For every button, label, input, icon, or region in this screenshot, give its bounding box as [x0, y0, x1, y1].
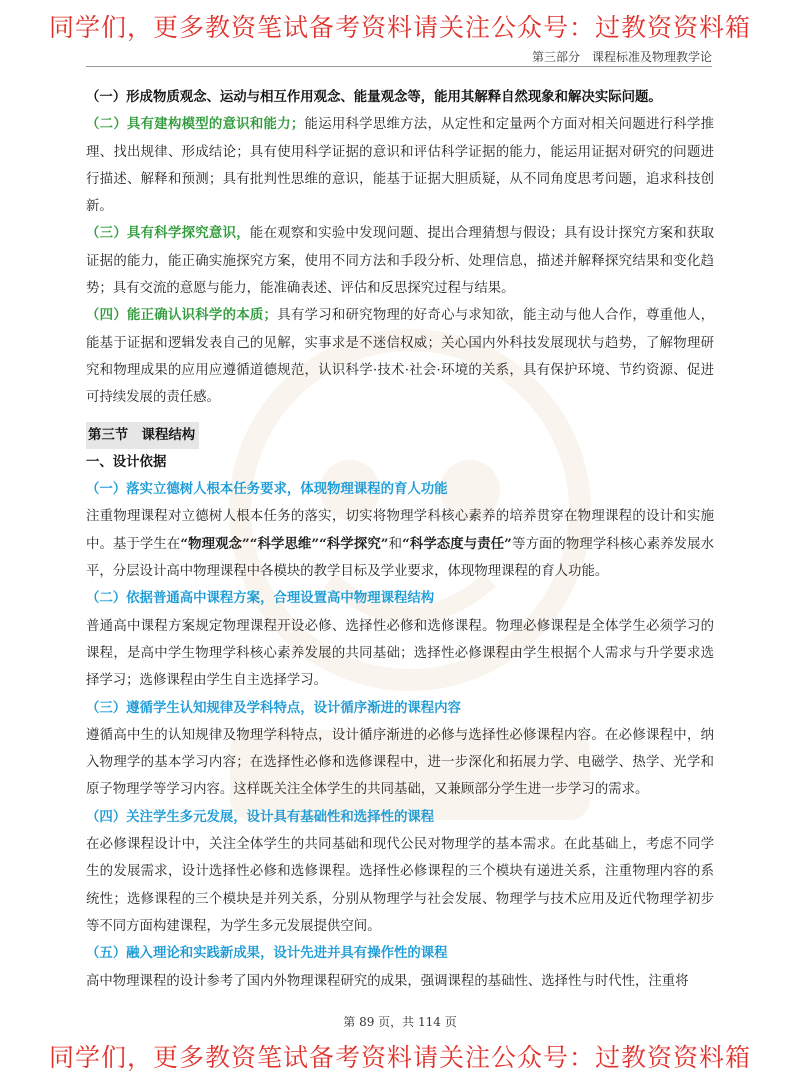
- objective-2-text: 能运用科学思维方法，从定性和定量两个方面对相关问题进行科学推理、找出规律、形成结论；具有使用科学证据的意识和评估科学证据的能力，能运用证据对研究的问题进行描述、解释和预测；具有批判性思维的意识，能基于证据大胆质疑，从不同角度思考问题，追求科技创新。: [86, 117, 715, 215]
- subsection-title: 一、设计依据: [86, 453, 167, 470]
- basis-paragraph-5: 高中物理课程的设计参考了国内外物理课程研究的成果，强调课程的基础性、选择性与时代性，注重将: [86, 973, 689, 989]
- page-content: [86, 84, 714, 995]
- objective-3-label: （三）具有科学探究意识，: [86, 225, 250, 242]
- basis-paragraph-3: 遵循高中生的认知规律及物理学科特点，设计循序渐进的必修与选择性必修课程内容。在必修课程中，纳入物理学的基本学习内容；在选择性必修和选修课程中，进一步深化和拓展力学、电磁学、热学、光学和原子物理学等学习内容。这样既关注全体学生的共同基础，又兼顾部分学生进一步学习的需求。: [86, 727, 714, 798]
- basis-p1-term-2: “科学思维”: [249, 535, 320, 552]
- basis-heading-1: （一）落实立德树人根本任务要求，体现物理课程的育人功能: [86, 481, 448, 498]
- promo-banner-bottom: 同学们，更多教资笔试备考资料请关注公众号：过教资资料箱: [48, 1043, 751, 1072]
- objective-2: [86, 111, 714, 220]
- basis-heading-3: （三）遵循学生认知规律及学科特点，设计循序渐进的课程内容: [86, 699, 461, 716]
- page-number: 第 89 页，共 114 页: [343, 1015, 457, 1029]
- basis-p1-and: 和: [388, 536, 403, 552]
- promo-banner-top: 同学们，更多教资笔试备考资料请关注公众号：过教资资料箱: [48, 13, 751, 42]
- basis-p1-a: 注重物理课程对立德树人根本任务的落实，切实将物理学科核心素养的培养贯穿在物理课程的设计和实施中。基于学生在: [86, 509, 714, 552]
- basis-p1-c: 等方面的物理学科核心素养发展水平，分层设计高中物理课程中各模块的教学目标及学业要求，体现物理课程的育人功能。: [86, 536, 715, 580]
- running-head: 第三部分 课程标准及物理教学论: [531, 50, 712, 64]
- objective-4: [86, 302, 714, 411]
- objective-4-text: 具有学习和研究物理的好奇心与求知欲，能主动与他人合作，尊重他人，能基于证据和逻辑发表自己的见解，实事求是不迷信权威；关心国内外科技发展现状与趋势，了解物理研究和物理成果的应用应遵循道德规范，认识科学·技术·社会·环境的关系，具有保护环境、节约资源、促进可持续发展的责任感。: [86, 308, 715, 406]
- basis-p1-term-3: “科学探究”: [319, 535, 389, 552]
- basis-paragraph-2: 普通高中课程方案规定物理课程开设必修、选择性必修和选修课程。物理必修课程是全体学生必须学习的课程，是高中学生物理学科核心素养发展的共同基础；选择性必修课程由学生根据个人需求与升学要求选择学习；选修课程由学生自主选择学习。: [86, 618, 714, 689]
- basis-heading-4: （四）关注学生多元发展，设计具有基础性和选择性的课程: [86, 808, 435, 825]
- basis-p1-term-4: “科学态度与责任”: [402, 535, 512, 552]
- objective-3-text: 能在观察和实验中发现问题、提出合理猜想与假设；具有设计探究方案和获取证据的能力，能正确实施探究方案，使用不同方法和手段分析、处理信息，描述并解释探究结果和变化趋势；具有交流的意愿与能力，能准确表述、评估和反思探究过程与结果。: [86, 226, 715, 297]
- objective-1: [86, 84, 714, 111]
- basis-heading-2: （二）依据普通高中课程方案，合理设置高中物理课程结构: [86, 590, 435, 607]
- basis-p1-term-1: “物理观念”: [180, 535, 250, 552]
- basis-paragraph-4: 在必修课程设计中，关注全体学生的共同基础和现代公民对物理学的基本需求。在此基础上，考虑不同学生的发展需求，设计选择性必修和选修课程。选择性必修课程的三个模块有递进关系，注重物理内容的系统性；选修课程的三个模块是并列关系，分别从物理学与社会发展、物理学与技术应用及近代物理学初步等不同方面构建课程，为学生多元发展提供空间。: [86, 837, 714, 934]
- section-title: 第三节 课程结构: [86, 422, 199, 449]
- header-rule: [86, 66, 712, 67]
- objective-3: [86, 220, 714, 302]
- objective-4-label: （四）能正确认识科学的本质；: [86, 307, 277, 324]
- basis-paragraph-1: [86, 503, 714, 585]
- basis-heading-5: （五）融入理论和实践新成果，设计先进并具有操作性的课程: [86, 945, 448, 962]
- objective-1-label: （一）形成物质观念、运动与相互作用观念、能量观念等，能用其解释自然现象和解决实际问题。: [86, 89, 662, 105]
- objective-2-label: （二）具有建构模型的意识和能力；: [86, 116, 305, 133]
